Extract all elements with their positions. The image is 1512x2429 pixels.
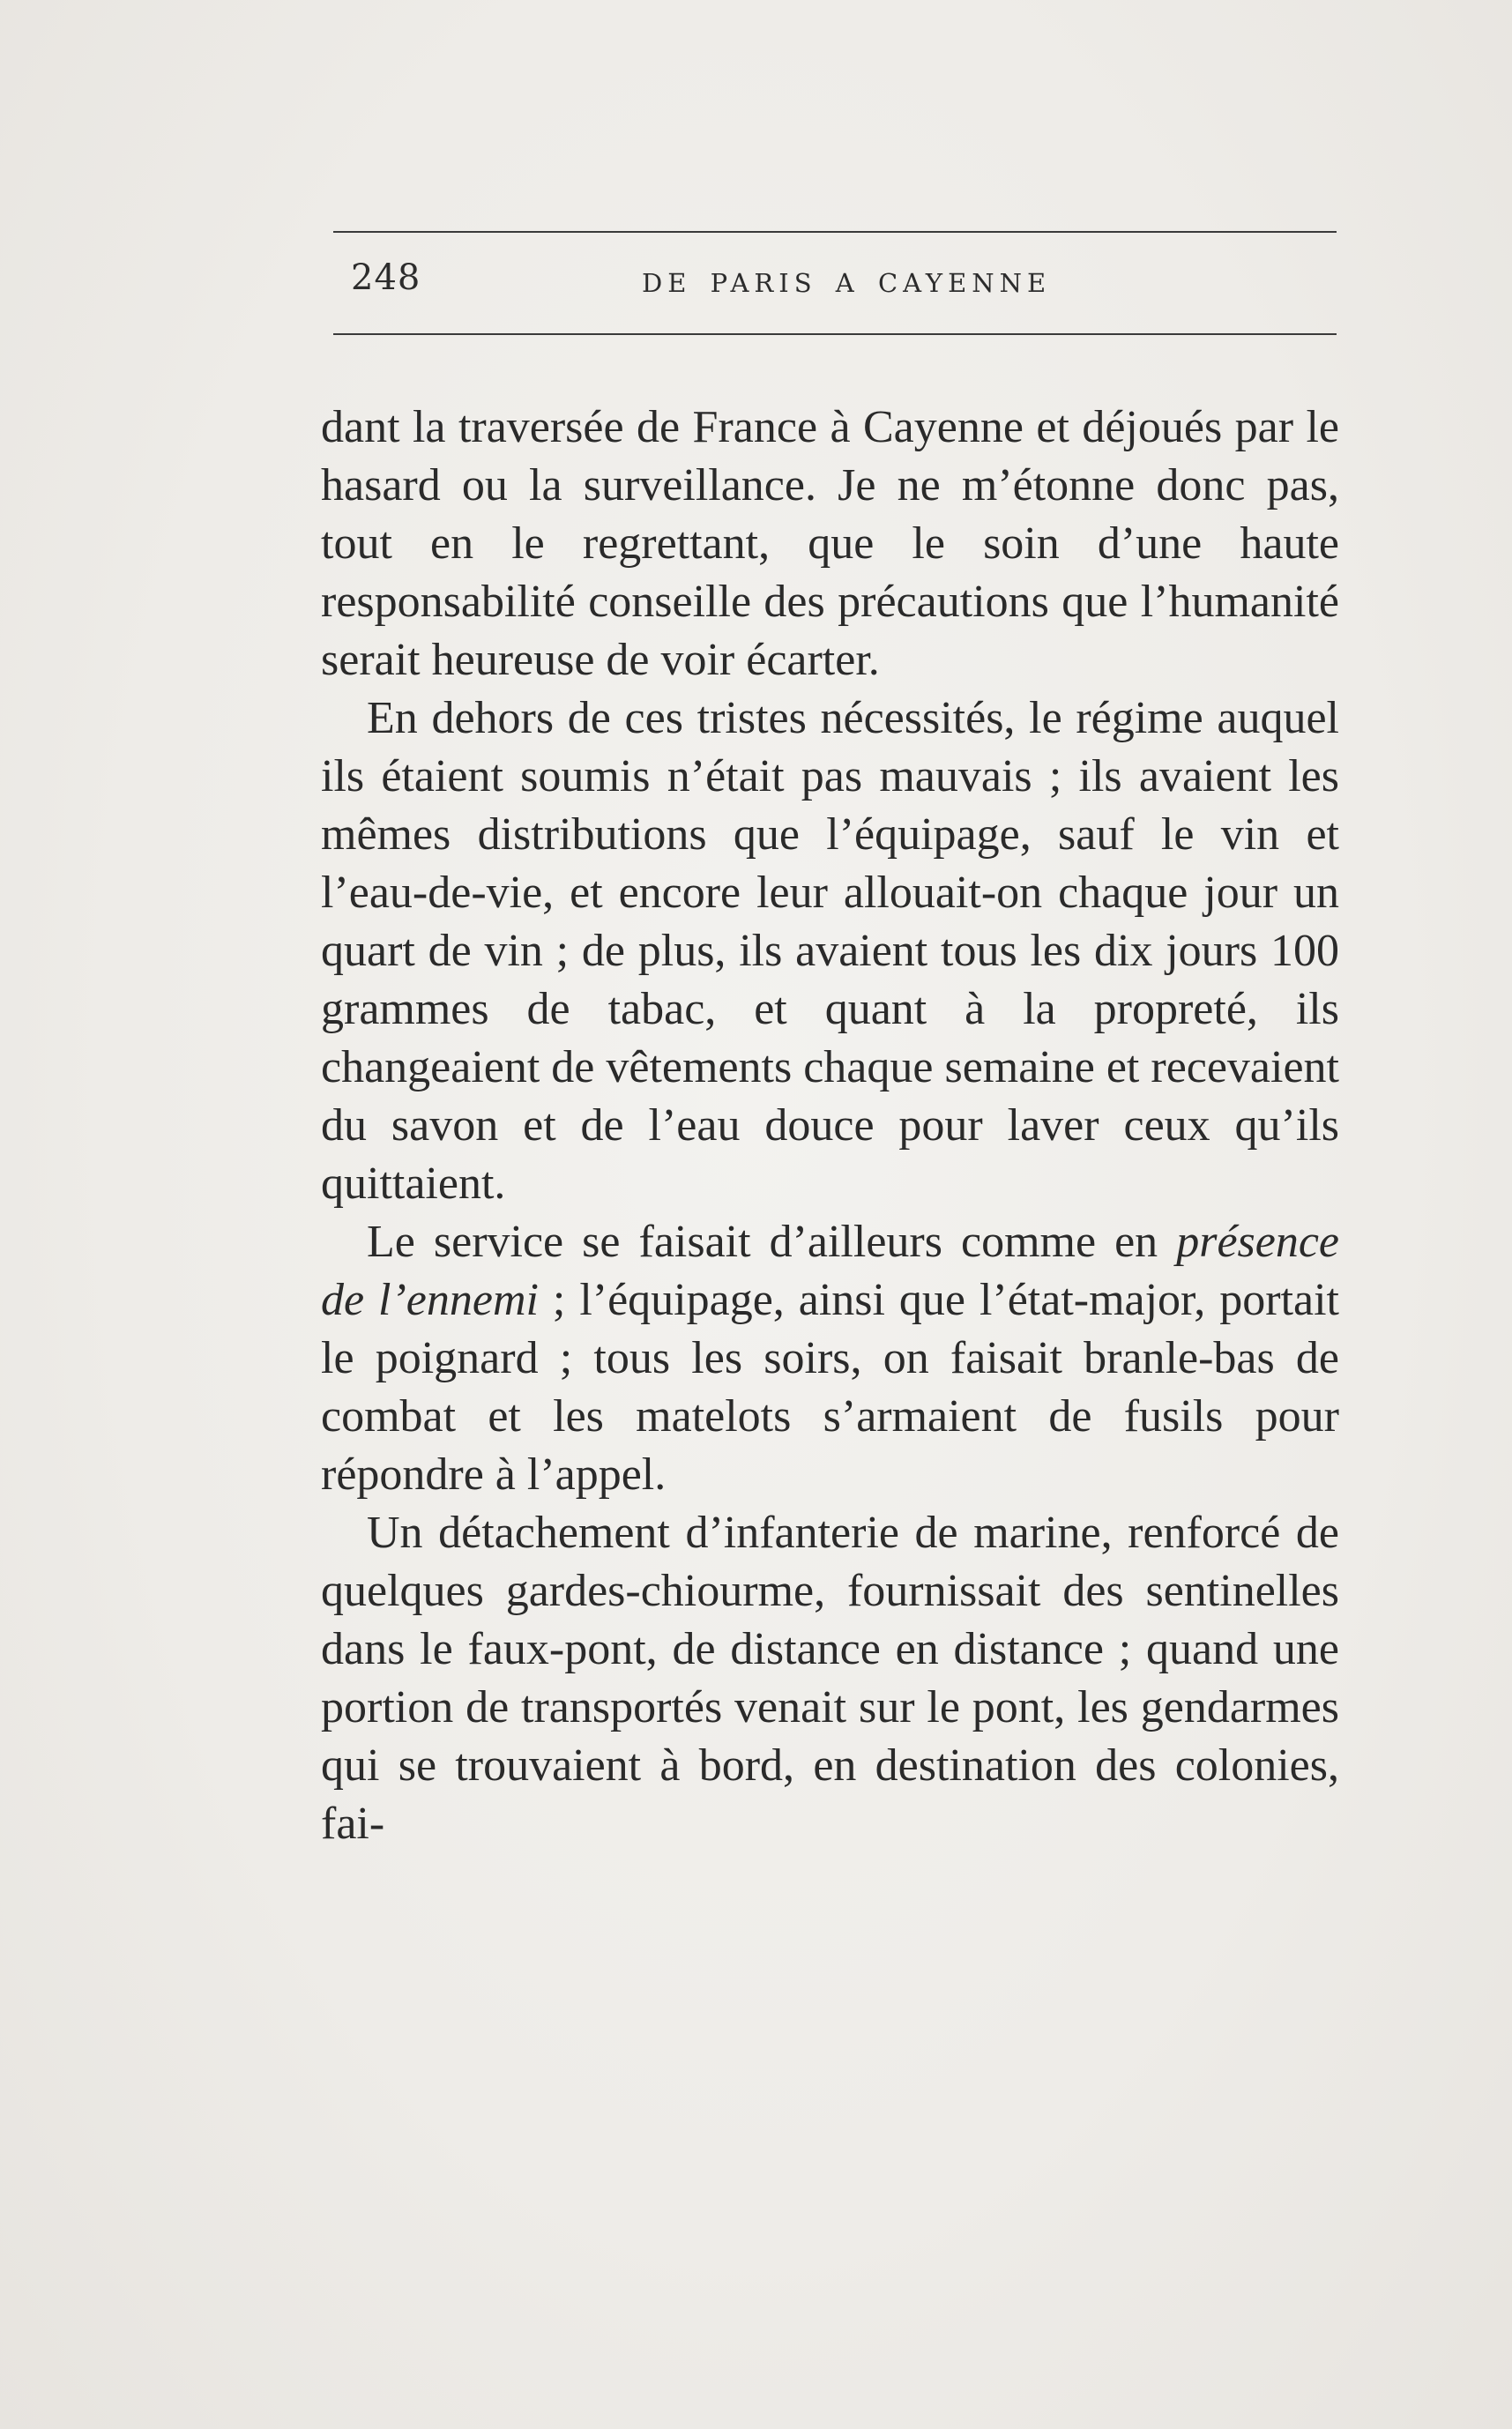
paragraph-4: Un détachement d’infanterie de marine, renforcé de quelques gardes-chiourme, fournissait des sentinelles dans le faux-pont, de distance en distance ; quand une portion de transportés venait sur le pont, les gendarmes qui se trouvaient à bord, en destination des colonies, fai-	[321, 1508, 1339, 1849]
paragraph-3-italic: présence de l’ennemi	[321, 1217, 1339, 1325]
paragraph-3-end: ; l’équipage, ainsi que l’état-major, portait le poignard ; tous les soirs, on faisait branle-bas de combat et les matelots s’armaient de fusils pour répondre à l’appel.	[321, 1275, 1339, 1500]
paragraph-2: En dehors de ces tristes nécessités, le régime auquel ils étaient soumis n’était pas mauvais ; ils avaient les mêmes distributions que l’équipage, sauf le vin et l’eau-de-vie, et encore leur allouait-on chaque jour un quart de vin ; de plus, ils avaient tous les dix jours 100 grammes de tabac, et quant à la propreté, ils changeaient de vêtements chaque semaine et recevaient du savon et de l’eau douce pour laver ceux qu’ils quittaient.	[321, 693, 1339, 1209]
header-rule-bottom	[333, 333, 1337, 335]
body-text	[321, 399, 1339, 1853]
paragraph-1: dant la traversée de France à Cayenne et déjoués par le hasard ou la surveillance. Je ne m’étonne donc pas, tout en le regrettant, que le soin d’une haute responsabilité conseille des précautions que l’humanité serait heureuse de voir écarter.	[321, 402, 1339, 685]
header-rule-top	[333, 231, 1337, 233]
paragraph-3-start: Le service se faisait d’ailleurs comme en	[367, 1217, 1177, 1267]
page-number: 248	[351, 257, 421, 298]
running-title: DE PARIS A CAYENNE	[642, 268, 1052, 298]
paragraph-3	[321, 1213, 1339, 1504]
running-head	[351, 257, 1337, 310]
